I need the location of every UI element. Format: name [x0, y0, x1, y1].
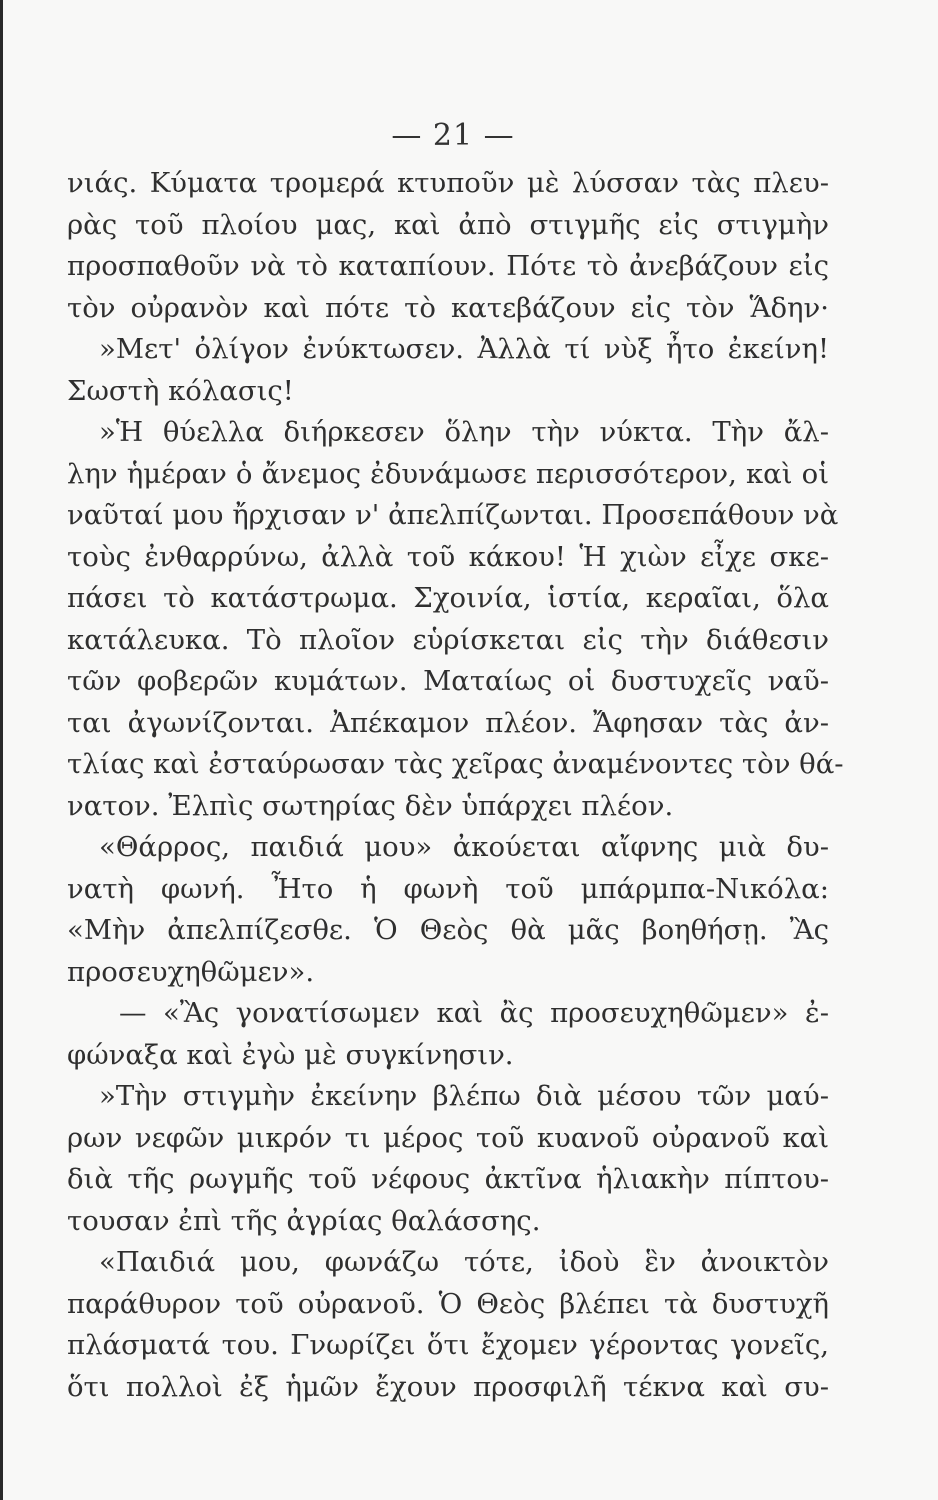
text-line: τὸν οὐρανὸν καὶ πότε τὸ κατεβάζουν εἰς τὸν Ἅδην·	[67, 291, 829, 324]
text-line: νατον. Ἐλπὶς σωτηρίας δὲν ὑπάρχει πλέον.	[67, 789, 674, 822]
text-line: »Τὴν στιγμὴν ἐκείνην βλέπω διὰ μέσου τῶν μαύ-	[99, 1080, 829, 1112]
text-line: — «Ἂς γονατίσωμεν καὶ ἂς προσευχηθῶμεν» ἐ-	[119, 997, 829, 1029]
text-line: ται ἀγωνίζονται. Ἀπέκαμον πλέον. Ἄφησαν τὰς ἀν-	[67, 706, 829, 739]
text-line: »Ἡ θύελλα διήρκεσεν ὅλην τὴν νύκτα. Τὴν ἄλ-	[99, 416, 829, 448]
text-line: ρων νεφῶν μικρόν τι μέρος τοῦ κυανοῦ οὐρανοῦ καὶ	[67, 1121, 829, 1154]
text-line: Σωστὴ κόλασις!	[67, 374, 294, 407]
text-line: ναῦταί μου ἤρχισαν ν' ἀπελπίζωνται. Προσεπάθουν νὰ	[67, 499, 839, 531]
text-line: «Μὴν ἀπελπίζεσθε. Ὁ Θεὸς θὰ μᾶς βοηθήσῃ. Ἂς	[67, 914, 829, 946]
text-line: νιάς. Κύματα τρομερά κτυποῦν μὲ λύσσαν τὰς πλευ-	[67, 167, 829, 199]
text-line: προσπαθοῦν νὰ τὸ καταπίουν. Πότε τὸ ἀνεβάζουν εἰς	[67, 250, 829, 282]
body-text	[67, 163, 844, 1408]
text-line: ὅτι πολλοὶ ἐξ ἡμῶν ἔχουν προσφιλῆ τέκνα καὶ συ-	[67, 1370, 829, 1403]
page-number: — 21 —	[391, 118, 515, 153]
text-line: »Μετ' ὀλίγον ἐνύκτωσεν. Ἀλλὰ τί νὺξ ἦτο ἐκείνη!	[99, 333, 829, 365]
text-line: ρὰς τοῦ πλοίου μας, καὶ ἀπὸ στιγμῆς εἰς στιγμὴν	[67, 208, 829, 241]
text-line: νατὴ φωνή. Ἦτο ἡ φωνὴ τοῦ μπάρμπα-Νικόλα:	[67, 872, 829, 905]
text-line: πάσει τὸ κατάστρωμα. Σχοινία, ἱστία, κεραῖαι, ὅλα	[67, 582, 829, 614]
text-line: τοὺς ἐνθαρρύνω, ἀλλὰ τοῦ κάκου! Ἡ χιὼν εἶχε σκε-	[67, 540, 829, 573]
text-line: παράθυρον τοῦ οὐρανοῦ. Ὁ Θεὸς βλέπει τὰ δυστυχῆ	[67, 1287, 829, 1320]
text-line: φώναξα καὶ ἐγὼ μὲ συγκίνησιν.	[67, 1038, 514, 1071]
text-line: τουσαν ἐπὶ τῆς ἀγρίας θαλάσσης.	[67, 1204, 541, 1237]
text-line: «Θάρρος, παιδιά μου» ἀκούεται αἴφνης μιὰ δυ-	[99, 831, 829, 863]
text-line: «Παιδιά μου, φωνάζω τότε, ἰδοὺ ἓν ἀνοικτὸν	[99, 1246, 829, 1278]
text-line: τῶν φοβερῶν κυμάτων. Ματαίως οἱ δυστυχεῖς ναῦ-	[67, 665, 829, 697]
text-line: κατάλευκα. Τὸ πλοῖον εὑρίσκεται εἰς τὴν διάθεσιν	[67, 623, 829, 656]
text-line: λην ἡμέραν ὁ ἄνεμος ἐδυνάμωσε περισσότερον, καὶ οἱ	[67, 457, 829, 490]
text-line: προσευχηθῶμεν».	[67, 955, 315, 988]
text-line: τλίας καὶ ἐσταύρωσαν τὰς χεῖρας ἀναμένοντες τὸν θά-	[67, 748, 844, 780]
text-line: διὰ τῆς ρωγμῆς τοῦ νέφους ἀκτῖνα ἡλιακὴν πίπτου-	[67, 1163, 829, 1195]
text-line: πλάσματά του. Γνωρίζει ὅτι ἔχομεν γέροντας γονεῖς,	[67, 1329, 829, 1361]
